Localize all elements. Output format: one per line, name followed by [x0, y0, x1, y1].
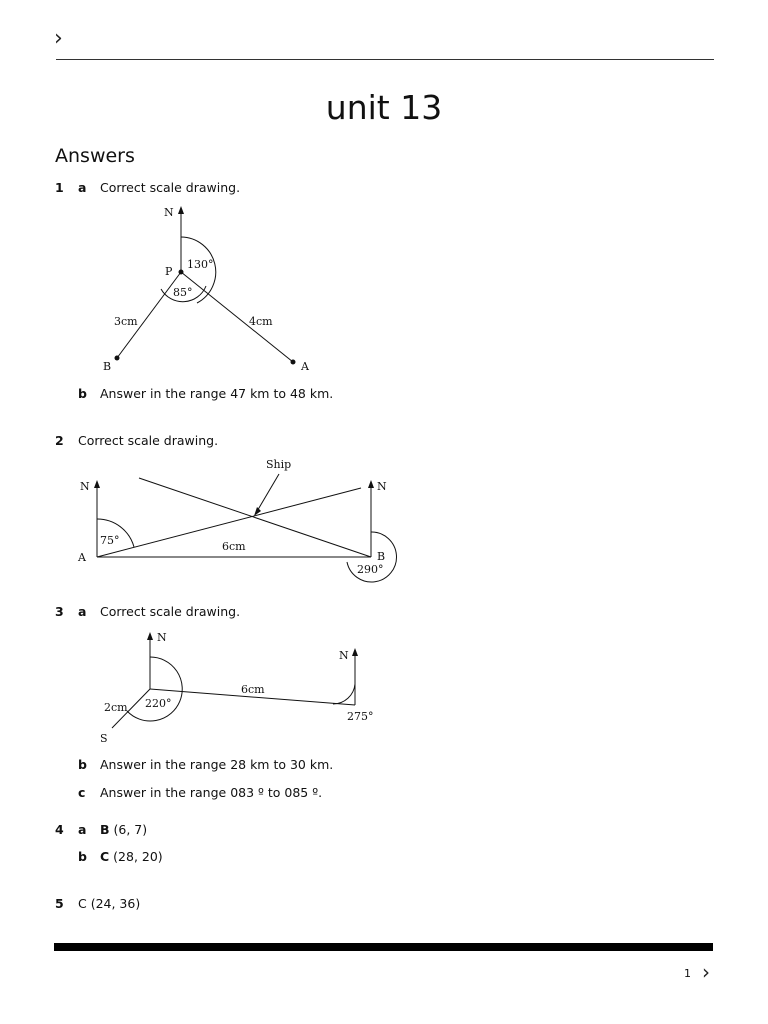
point-a-label: A — [78, 551, 86, 564]
top-divider — [56, 59, 714, 60]
angle-label: 290° — [357, 563, 384, 576]
bearing-diagram-q1 — [95, 200, 325, 380]
length-label: 2cm — [104, 701, 128, 714]
answer-text: Answer in the range 47 km to 48 km. — [100, 386, 334, 401]
bearing-diagram-q2 — [75, 452, 410, 587]
question-number: 5 — [55, 896, 64, 911]
point-p-label: P — [165, 265, 173, 278]
answer-text — [100, 849, 163, 864]
part-letter: a — [78, 180, 87, 195]
answer-text: Correct scale drawing. — [100, 180, 241, 195]
point-label: B — [100, 822, 110, 837]
question-number: 1 — [55, 180, 64, 195]
angle-label: 75° — [100, 534, 120, 547]
answer-text: Correct scale drawing. — [78, 433, 219, 448]
answer-text — [100, 822, 147, 837]
angle-label: 130° — [187, 258, 214, 271]
section-heading: Answers — [55, 145, 135, 167]
part-letter: b — [78, 757, 87, 772]
question-number: 3 — [55, 604, 64, 619]
coordinates: (6, 7) — [113, 822, 148, 837]
point-s-label: S — [100, 732, 108, 745]
part-letter: b — [78, 849, 87, 864]
answer-text: Correct scale drawing. — [100, 604, 241, 619]
length-label: 6cm — [222, 540, 246, 553]
chevron-right-icon[interactable]: › — [54, 26, 63, 51]
angle-label: 85° — [173, 286, 193, 299]
point-b-label: B — [377, 550, 386, 563]
answer-text: C (24, 36) — [78, 896, 141, 911]
point-b-label: B — [103, 360, 112, 373]
page-number: 1 — [684, 967, 691, 980]
part-letter: a — [78, 604, 87, 619]
bearing-diagram-q3 — [95, 625, 395, 750]
angle-label: 220° — [145, 697, 172, 710]
answer-text: Answer in the range 28 km to 30 km. — [100, 757, 334, 772]
part-letter: a — [78, 822, 87, 837]
page-title: unit 13 — [325, 88, 443, 127]
ship-label: Ship — [266, 458, 292, 471]
length-label: 3cm — [114, 315, 138, 328]
point-a-label: A — [301, 360, 309, 373]
north-label: N — [377, 480, 387, 493]
answer-text: Answer in the range 083 º to 085 º. — [100, 785, 323, 800]
chevron-right-icon[interactable]: › — [702, 960, 710, 984]
angle-label: 275° — [347, 710, 374, 723]
part-letter: c — [78, 785, 86, 800]
north-label: N — [164, 206, 174, 219]
north-label: N — [157, 631, 167, 644]
coordinates: (28, 20) — [113, 849, 163, 864]
footer-bar — [54, 943, 713, 951]
part-letter: b — [78, 386, 87, 401]
point-label: C — [100, 849, 110, 864]
question-number: 4 — [55, 822, 64, 837]
length-label: 6cm — [241, 683, 265, 696]
north-label: N — [80, 480, 90, 493]
question-number: 2 — [55, 433, 64, 448]
north-label: N — [339, 649, 349, 662]
length-label: 4cm — [249, 315, 273, 328]
